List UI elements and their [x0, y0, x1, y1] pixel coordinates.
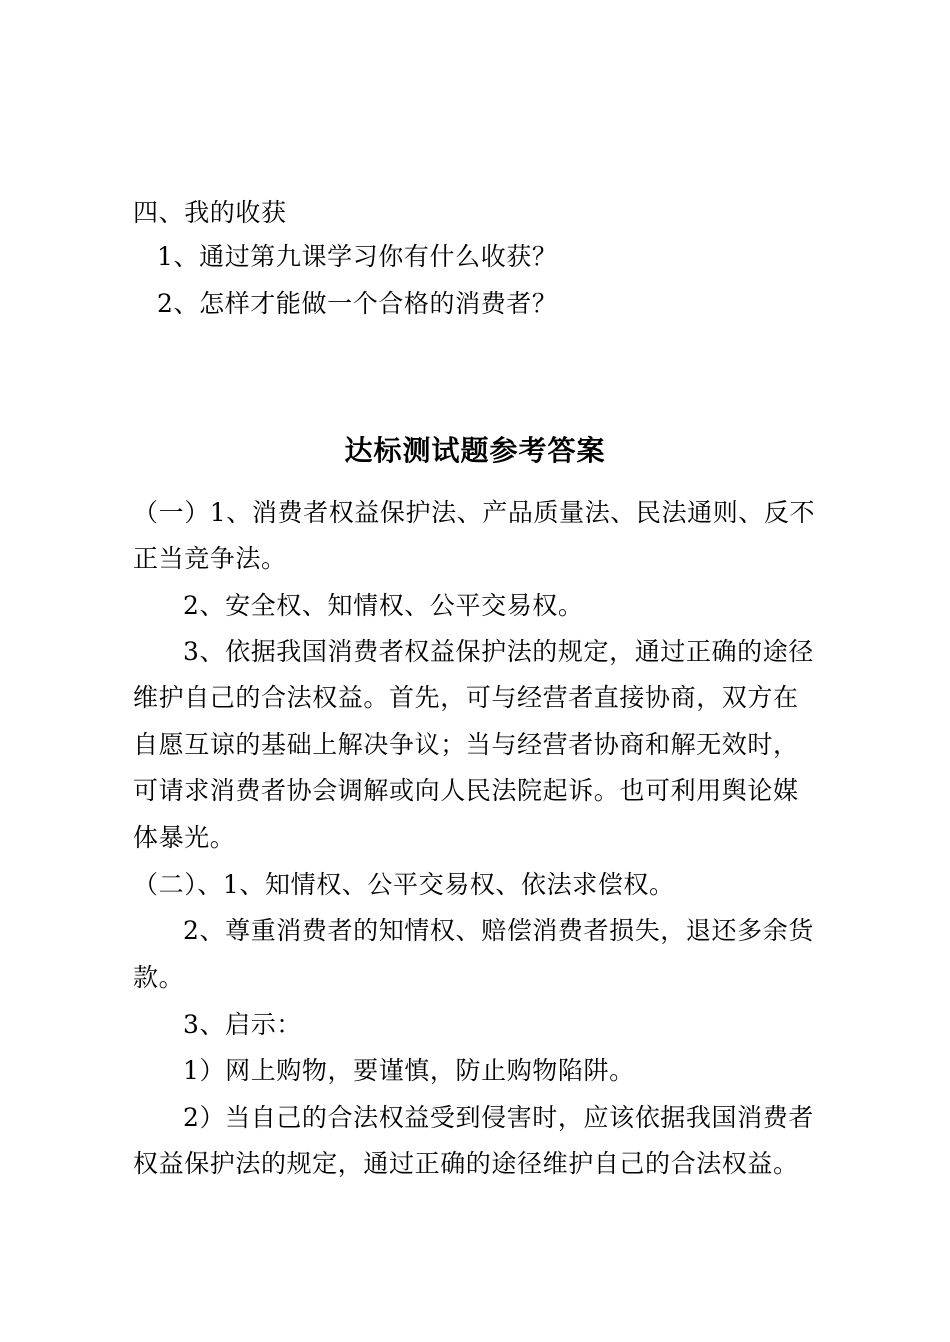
section-heading: 四、我的收获 — [133, 198, 287, 227]
answer-1-3-line5: 体暴光。 — [133, 823, 236, 852]
answer-2-1: （二）、1、知情权、公平交易权、依法求偿权。 — [133, 870, 675, 899]
answer-2-3-1: 1）网上购物，要谨慎，防止购物陷阱。 — [183, 1056, 635, 1085]
answers-title: 达标测试题参考答案 — [344, 434, 606, 467]
answer-1-3-line2: 维护自己的合法权益。首先，可与经营者直接协商，双方在 — [133, 683, 799, 712]
question-1: 1、通过第九课学习你有什么收获？ — [157, 242, 558, 271]
question-2: 2、怎样才能做一个合格的消费者？ — [157, 289, 558, 318]
answer-1-3-line3: 自愿互谅的基础上解决争议；当与经营者协商和解无效时， — [133, 730, 799, 759]
answer-2-3-2-line2: 权益保护法的规定，通过正确的途径维护自己的合法权益。 — [133, 1149, 799, 1178]
answer-1-1-line2: 正当竞争法。 — [133, 544, 287, 573]
answer-1-3-line4: 可请求消费者协会调解或向人民法院起诉。也可利用舆论媒 — [133, 776, 799, 805]
answer-1-1-line1: （一）1、消费者权益保护法、产品质量法、民法通则、反不 — [133, 498, 816, 527]
answer-2-2-line2: 款。 — [133, 963, 185, 992]
answer-2-3-2-line1: 2）当自己的合法权益受到侵害时，应该依据我国消费者 — [183, 1103, 814, 1132]
answer-1-2: 2、安全权、知情权、公平交易权。 — [183, 591, 584, 620]
answer-2-2-line1: 2、尊重消费者的知情权、赔偿消费者损失，退还多余货 — [183, 916, 814, 945]
answer-2-3: 3、启示： — [183, 1010, 302, 1039]
answer-1-3-line1: 3、依据我国消费者权益保护法的规定，通过正确的途径 — [183, 637, 814, 666]
